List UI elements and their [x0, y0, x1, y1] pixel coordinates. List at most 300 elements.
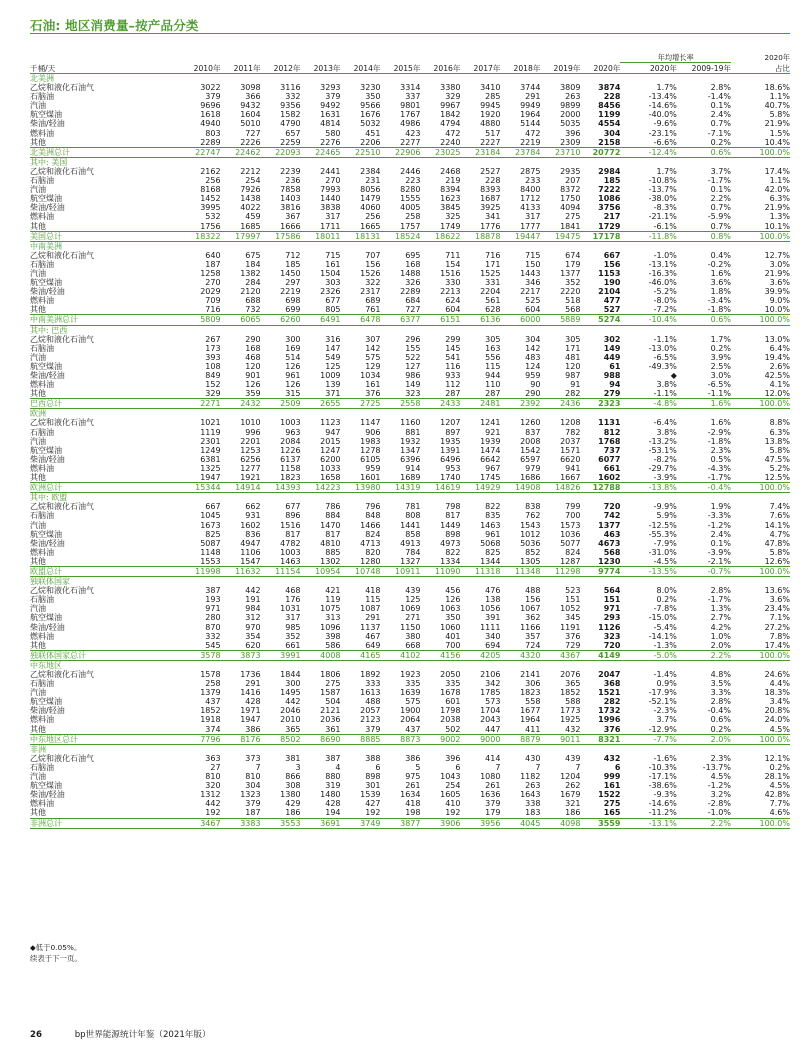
row-label: 航空煤油 — [30, 194, 62, 204]
value-cell: 459 — [245, 212, 261, 222]
region-name: 独联体国家 — [30, 577, 70, 587]
value-cell: 1241 — [480, 418, 501, 428]
table-row — [30, 502, 790, 511]
row-label: 航空煤油 — [30, 781, 62, 791]
value-cell: 953 — [445, 463, 461, 473]
year-header: 2014年 — [341, 63, 381, 74]
value-cell: 11154 — [261, 566, 301, 576]
value-cell: 154 — [445, 259, 461, 269]
value-cell: 263 — [525, 781, 541, 791]
value-cell: 1086 — [598, 194, 621, 204]
value-cell: 988 — [603, 371, 621, 380]
value-cell: 4782 — [280, 538, 301, 548]
value-cell: 7796 — [181, 734, 221, 744]
value-cell: 5 — [415, 762, 421, 772]
value-cell: 152 — [205, 380, 221, 390]
value-cell: 2084 — [280, 436, 301, 446]
value-cell: 568 — [565, 305, 581, 315]
row-label: 燃料油 — [30, 463, 54, 473]
row-label: 石脑油 — [30, 343, 54, 353]
value-cell: 1745 — [480, 473, 501, 483]
table-row — [30, 92, 790, 101]
value-cell: 13980 — [341, 483, 381, 493]
value-cell: 2935 — [560, 166, 581, 176]
growth-2009-19-header: 2009-19年 — [677, 63, 731, 74]
value-cell: 173 — [205, 343, 221, 353]
share-cell: 7.1% — [769, 613, 790, 623]
row-label: 其他 — [30, 389, 46, 399]
value-cell: 5087 — [200, 538, 221, 548]
value-cell: 6136 — [460, 315, 500, 325]
share-cell: 1.3% — [769, 212, 790, 222]
value-cell: 120 — [565, 361, 581, 371]
value-cell: 280 — [205, 613, 221, 623]
value-cell: 1921 — [240, 473, 261, 483]
share-cell: 5.2% — [769, 463, 790, 473]
value-cell: 1918 — [200, 715, 221, 725]
value-cell: 959 — [525, 371, 541, 380]
share-cell: 21.9% — [764, 268, 790, 278]
value-cell: 125 — [405, 595, 421, 605]
growth-2009-19-cell: -1.7% — [707, 176, 731, 186]
value-cell: 2392 — [500, 399, 540, 409]
value-cell: 3293 — [320, 83, 341, 93]
value-cell: 423 — [405, 128, 421, 138]
value-cell: 2725 — [341, 399, 381, 409]
row-label: 欧洲总计 — [30, 483, 181, 493]
value-cell: 1495 — [280, 688, 301, 698]
growth-2020-cell: -6.4% — [653, 418, 677, 428]
value-cell: 233 — [525, 176, 541, 186]
value-cell: 7926 — [240, 185, 261, 195]
value-cell: 561 — [485, 296, 501, 306]
value-cell: 2384 — [360, 166, 381, 176]
value-cell: 301 — [365, 781, 381, 791]
value-cell: 4810 — [320, 538, 341, 548]
value-cell: 468 — [245, 352, 261, 362]
value-cell: 285 — [485, 92, 501, 102]
value-cell: 90 — [530, 380, 541, 390]
value-cell: 1452 — [200, 194, 221, 204]
value-cell: 825 — [205, 529, 221, 539]
value-cell: 1182 — [520, 772, 541, 782]
value-cell: 354 — [245, 631, 261, 641]
value-cell: 3838 — [320, 203, 341, 213]
value-cell: 2212 — [240, 166, 261, 176]
value-cell: 6065 — [221, 315, 261, 325]
value-cell: 371 — [325, 389, 341, 399]
value-cell: 8873 — [381, 734, 421, 744]
value-cell: 2064 — [400, 715, 421, 725]
value-cell: 5068 — [480, 538, 501, 548]
growth-2020-cell: -13.5% — [620, 566, 676, 576]
value-cell: 1010 — [240, 418, 261, 428]
growth-2009-19-cell: 2.8% — [710, 697, 731, 707]
table-row — [30, 119, 790, 128]
row-label: 石脑油 — [30, 427, 54, 437]
value-cell: 2441 — [320, 166, 341, 176]
value-cell: 138 — [485, 595, 501, 605]
value-cell: 367 — [285, 212, 301, 222]
row-label: 中南美洲总计 — [30, 315, 181, 325]
share-cell: 4.6% — [769, 808, 790, 818]
value-cell: 359 — [245, 389, 261, 399]
value-cell: 1613 — [360, 688, 381, 698]
value-cell: 192 — [445, 808, 461, 818]
value-cell: 2121 — [320, 706, 341, 716]
value-cell: 4986 — [400, 119, 421, 129]
table-row — [30, 595, 790, 604]
region-name: 中南美洲 — [30, 241, 62, 251]
value-cell: 17997 — [221, 231, 261, 241]
value-cell: 4673 — [598, 538, 621, 548]
table-row — [30, 557, 790, 567]
year-header: 2020年 — [580, 63, 620, 74]
row-label: 燃料油 — [30, 296, 54, 306]
value-cell: 379 — [245, 799, 261, 809]
row-label: 石脑油 — [30, 679, 54, 689]
value-cell: 649 — [365, 640, 381, 650]
growth-2009-19-cell: -1.2% — [707, 520, 731, 530]
value-cell: 463 — [603, 529, 621, 539]
table-row — [30, 548, 790, 557]
share-cell: 6.4% — [769, 343, 790, 353]
value-cell: 1996 — [598, 715, 621, 725]
growth-2009-19-cell: 0.2% — [710, 343, 731, 353]
table-row — [30, 278, 790, 287]
value-cell: 456 — [445, 586, 461, 596]
value-cell: 3744 — [520, 83, 541, 93]
share-cell: 7.6% — [769, 511, 790, 521]
growth-2020-cell: 0.9% — [656, 679, 677, 689]
value-cell: 331 — [485, 278, 501, 288]
value-cell: 18524 — [381, 231, 421, 241]
value-cell: 467 — [365, 631, 381, 641]
value-cell: 782 — [565, 427, 581, 437]
value-cell: 293 — [603, 613, 621, 623]
growth-2009-19-cell: -3.3% — [707, 511, 731, 521]
table-row — [30, 269, 790, 278]
value-cell: 824 — [365, 529, 381, 539]
value-cell: 279 — [603, 389, 621, 399]
growth-2020-cell: -13.4% — [648, 92, 677, 102]
value-cell: 291 — [365, 613, 381, 623]
value-cell: 1204 — [560, 772, 581, 782]
share-cell: 9.0% — [769, 296, 790, 306]
value-cell: 720 — [603, 502, 621, 512]
value-cell: 624 — [445, 296, 461, 306]
growth-2009-19-cell: 2.3% — [710, 753, 731, 763]
value-cell: 14929 — [460, 483, 500, 493]
growth-2009-19-cell: -13.7% — [702, 762, 731, 772]
share-cell: 18.6% — [764, 83, 790, 93]
growth-2020-cell: 1.7% — [656, 83, 677, 93]
value-cell: 6 — [455, 762, 461, 772]
value-cell: 810 — [205, 772, 221, 782]
value-cell: 145 — [445, 343, 461, 353]
value-cell: 270 — [205, 278, 221, 288]
value-cell: 10911 — [381, 566, 421, 576]
value-cell: 350 — [445, 613, 461, 623]
value-cell: 820 — [365, 547, 381, 557]
value-cell: 14619 — [420, 483, 460, 493]
share-cell: 10.1% — [764, 221, 790, 231]
value-cell: 393 — [205, 352, 221, 362]
value-cell: 439 — [405, 586, 421, 596]
value-cell: 2008 — [520, 436, 541, 446]
value-cell: 5036 — [520, 538, 541, 548]
value-cell: 171 — [485, 259, 501, 269]
value-cell: 11298 — [540, 566, 580, 576]
value-cell: 5889 — [540, 315, 580, 325]
growth-2009-19-cell: -0.2% — [707, 259, 731, 269]
value-cell: 1925 — [560, 715, 581, 725]
value-cell: 11348 — [500, 566, 540, 576]
value-cell: 6496 — [440, 454, 461, 464]
value-cell: 194 — [325, 808, 341, 818]
value-cell: 8393 — [480, 185, 501, 195]
share-cell: 47.8% — [764, 538, 790, 548]
value-cell: 1207 — [440, 418, 461, 428]
value-cell: 2204 — [480, 287, 501, 297]
value-cell: 330 — [445, 278, 461, 288]
growth-2009-19-cell: 4.8% — [710, 670, 731, 679]
value-cell: 2433 — [420, 399, 460, 409]
value-cell: 640 — [205, 250, 221, 260]
growth-2020-cell: -16.3% — [648, 268, 677, 278]
table-row — [30, 632, 790, 641]
growth-2009-19-cell: 1.7% — [710, 334, 731, 344]
value-cell: 258 — [205, 679, 221, 689]
share-cell: 7.4% — [769, 502, 790, 512]
value-cell: 1587 — [320, 688, 341, 698]
growth-2020-cell: -8.0% — [653, 296, 677, 306]
value-cell: 254 — [245, 176, 261, 186]
value-cell: 305 — [565, 334, 581, 344]
share-cell: 7.8% — [769, 631, 790, 641]
value-cell: 187 — [205, 259, 221, 269]
growth-2009-19-cell: -2.8% — [707, 799, 731, 809]
title-divider — [30, 33, 790, 34]
region-header-row — [30, 74, 790, 84]
value-cell: 549 — [325, 352, 341, 362]
table-row — [30, 790, 790, 799]
value-cell: 14908 — [500, 483, 540, 493]
value-cell: 1147 — [360, 418, 381, 428]
value-cell: 4913 — [400, 538, 421, 548]
value-cell: 147 — [325, 343, 341, 353]
growth-2020-cell: -49.3% — [648, 361, 677, 371]
value-cell: 18322 — [181, 231, 221, 241]
value-cell: 193 — [205, 595, 221, 605]
value-cell: 430 — [525, 753, 541, 763]
value-cell: 1935 — [440, 436, 461, 446]
value-cell: 662 — [245, 502, 261, 512]
growth-2020-cell: -6.5% — [653, 352, 677, 362]
value-cell: 296 — [405, 334, 421, 344]
value-cell: 6200 — [320, 454, 341, 464]
year-header: 2013年 — [301, 63, 341, 74]
row-label: 柴油/轻油 — [30, 287, 65, 297]
value-cell: 2289 — [400, 287, 421, 297]
value-cell: 428 — [245, 697, 261, 707]
value-cell: 2239 — [280, 166, 301, 176]
table-row — [30, 706, 790, 715]
value-cell: 1327 — [400, 556, 421, 566]
value-cell: 1067 — [520, 604, 541, 614]
table-row — [30, 781, 790, 790]
growth-2020-cell: -53.1% — [648, 445, 677, 455]
value-cell: 1480 — [320, 790, 341, 800]
value-cell: 4005 — [400, 203, 421, 213]
value-cell: 1096 — [320, 622, 341, 632]
share-cell: 3.4% — [769, 697, 790, 707]
value-cell: 1677 — [520, 706, 541, 716]
value-cell: 1305 — [520, 556, 541, 566]
value-cell: 849 — [205, 371, 221, 380]
value-cell: 23710 — [540, 147, 580, 157]
value-cell: 1287 — [560, 556, 581, 566]
value-cell: 3877 — [381, 818, 421, 828]
row-label: 乙烷和液化石油气 — [30, 166, 94, 176]
growth-2009-19-cell: -1.7% — [707, 595, 731, 605]
value-cell: 387 — [205, 586, 221, 596]
value-cell: 961 — [285, 371, 301, 380]
value-cell: 987 — [565, 371, 581, 380]
value-cell: 620 — [245, 640, 261, 650]
value-cell: 380 — [405, 631, 421, 641]
growth-2009-19-cell: -0.4% — [677, 483, 731, 493]
value-cell: 2436 — [540, 399, 580, 409]
value-cell: 126 — [245, 380, 261, 390]
row-label: 其他 — [30, 808, 46, 818]
value-cell: 368 — [603, 679, 621, 689]
row-label: 燃料油 — [30, 547, 54, 557]
value-cell: 350 — [365, 92, 381, 102]
growth-2020-cell: -4.5% — [653, 556, 677, 566]
value-cell: 228 — [485, 176, 501, 186]
value-cell: 1582 — [280, 110, 301, 120]
value-cell: 150 — [525, 259, 541, 269]
row-label: 石脑油 — [30, 762, 54, 772]
row-label: 航空煤油 — [30, 361, 62, 371]
value-cell: 2226 — [240, 137, 261, 147]
value-cell: 1080 — [480, 772, 501, 782]
growth-2009-19-cell: -1.4% — [707, 92, 731, 102]
value-cell: 2104 — [598, 287, 621, 297]
value-cell: 1666 — [280, 221, 301, 231]
value-cell: 1226 — [280, 445, 301, 455]
value-cell: 326 — [405, 278, 421, 288]
value-cell: 1063 — [440, 604, 461, 614]
value-cell: 9696 — [200, 101, 221, 111]
value-cell: 323 — [603, 631, 621, 641]
table-row — [30, 530, 790, 539]
row-label: 航空煤油 — [30, 697, 62, 707]
value-cell: 267 — [205, 334, 221, 344]
value-cell: 3022 — [200, 83, 221, 93]
value-cell: 3380 — [440, 83, 461, 93]
value-cell: 700 — [445, 640, 461, 650]
value-cell: 11090 — [420, 566, 460, 576]
unit-label: 千桶/天 — [30, 63, 181, 74]
value-cell: 941 — [565, 463, 581, 473]
page-number: 26 — [30, 1030, 42, 1040]
value-cell: 6377 — [381, 315, 421, 325]
value-cell: 556 — [485, 352, 501, 362]
growth-2009-19-cell: 2.4% — [710, 110, 731, 120]
value-cell: 699 — [285, 305, 301, 315]
growth-2020-cell: -14.6% — [648, 101, 677, 111]
growth-2020-cell: -55.3% — [648, 529, 677, 539]
row-label: 柴油/轻油 — [30, 622, 65, 632]
value-cell: 1689 — [400, 473, 421, 483]
value-cell: 727 — [405, 305, 421, 315]
value-cell: 975 — [405, 772, 421, 782]
value-cell: 4008 — [301, 650, 341, 660]
growth-2020-cell: 3.8% — [656, 427, 677, 437]
table-row — [30, 464, 790, 473]
value-cell: 2206 — [360, 137, 381, 147]
value-cell: 901 — [245, 371, 261, 380]
value-cell: 258 — [405, 212, 421, 222]
value-cell: 179 — [565, 259, 581, 269]
growth-2020-cell: -10.4% — [620, 315, 676, 325]
value-cell: 661 — [285, 640, 301, 650]
table-row — [30, 185, 790, 194]
table-row — [30, 296, 790, 305]
row-label: 柴油/轻油 — [30, 454, 65, 464]
row-label: 乙烷和液化石油气 — [30, 83, 94, 93]
growth-2020-cell: -14.6% — [648, 799, 677, 809]
value-cell: 61 — [609, 361, 621, 371]
value-cell: 517 — [485, 128, 501, 138]
value-cell: 338 — [525, 799, 541, 809]
value-cell: 1947 — [200, 473, 221, 483]
growth-2020-cell: -29.7% — [648, 463, 677, 473]
value-cell: 1521 — [598, 688, 621, 698]
value-cell: 2317 — [360, 287, 381, 297]
value-cell: 488 — [525, 586, 541, 596]
growth-2020-cell: -15.0% — [648, 613, 677, 623]
value-cell: 14223 — [301, 483, 341, 493]
table-row — [30, 586, 790, 595]
value-cell: 3383 — [221, 818, 261, 828]
value-cell: 798 — [445, 502, 461, 512]
value-cell: 2201 — [240, 436, 261, 446]
row-label: 柴油/轻油 — [30, 538, 65, 548]
value-cell: 1440 — [320, 194, 341, 204]
value-cell: 6620 — [560, 454, 581, 464]
value-cell: 1474 — [480, 445, 501, 455]
value-cell: 1075 — [320, 604, 341, 614]
value-cell: 1526 — [360, 268, 381, 278]
region-name: 中东地区 — [30, 660, 62, 670]
value-cell: 284 — [245, 278, 261, 288]
growth-2020-cell: -1.1% — [653, 334, 677, 344]
growth-2009-19-cell: 2.3% — [710, 445, 731, 455]
value-cell: 1777 — [520, 221, 541, 231]
region-header-row — [30, 660, 790, 670]
value-cell: 442 — [245, 586, 261, 596]
value-cell: 8280 — [400, 185, 421, 195]
value-cell: 365 — [285, 724, 301, 734]
growth-2009-19-cell: 0.7% — [710, 119, 731, 129]
table-body — [30, 74, 790, 829]
table-row — [30, 101, 790, 110]
value-cell: 142 — [365, 343, 381, 353]
row-label: 航空煤油 — [30, 110, 62, 120]
